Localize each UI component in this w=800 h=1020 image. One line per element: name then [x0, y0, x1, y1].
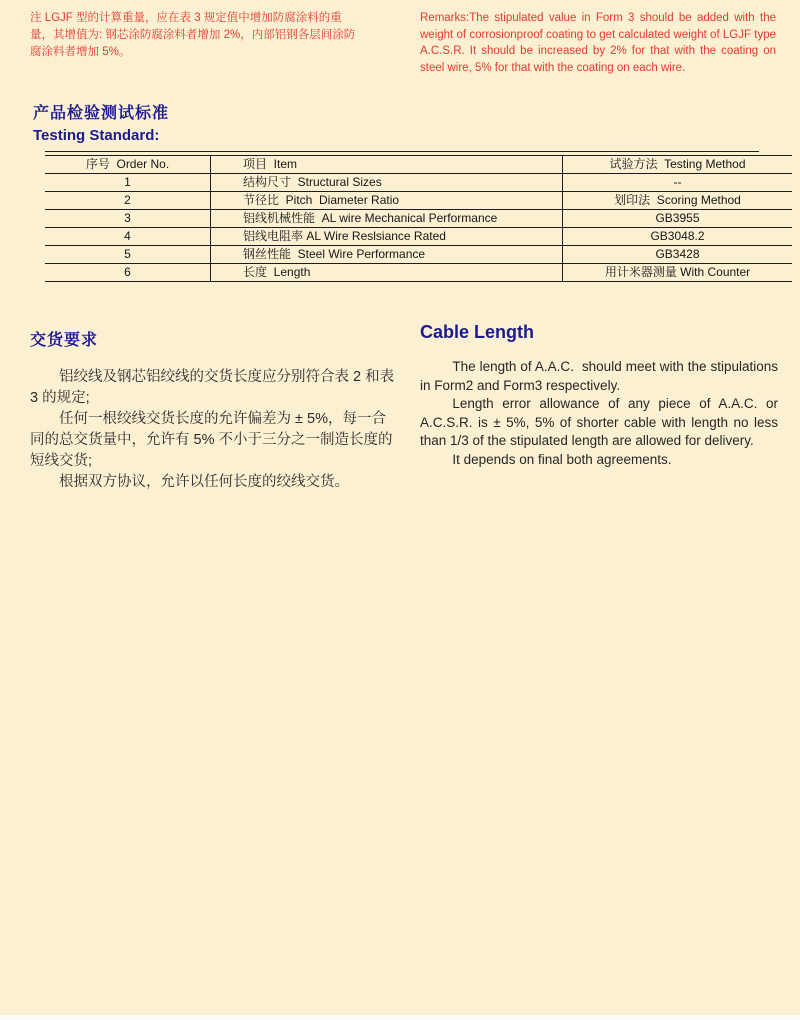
testing-standard-title-en: Testing Standard: — [33, 127, 160, 144]
cell-order-no: 4 — [45, 228, 211, 246]
cell-order-no: 1 — [45, 174, 211, 192]
remark-note-english: Remarks:The stipulated value in Form 3 should be added with the weight of corrosionproof coating to get calculated weight of LGJF type A.C.S.R. It should be increased by 2% for that with the coating on steel wire, 5% for that with the coating on each wire. — [420, 12, 776, 74]
table-row — [45, 174, 792, 192]
table-header-row — [45, 156, 792, 174]
cable-length-title: Cable Length — [420, 322, 535, 342]
table-row — [45, 228, 792, 246]
cell-order-no: 3 — [45, 210, 211, 228]
header-item: 项目 Item — [211, 156, 563, 174]
table-row — [45, 264, 792, 282]
cell-order-no: 5 — [45, 246, 211, 264]
header-testing-method: 试验方法 Testing Method — [563, 156, 793, 174]
delivery-paragraph: 铝绞线及钢芯铝绞线的交货长度应分别符合表 2 和表 3 的规定; — [30, 369, 395, 406]
cell-item: 铝线电阻率 AL Wire Reslsiance Rated — [211, 228, 563, 246]
cell-item: 节径比 Pitch Diameter Ratio — [211, 192, 563, 210]
cell-method: 划印法 Scoring Method — [563, 192, 793, 210]
testing-standard-table — [45, 151, 759, 282]
cell-item: 钢丝性能 Steel Wire Performance — [211, 246, 563, 264]
testing-standard-heading — [33, 100, 169, 144]
cell-order-no: 2 — [45, 192, 211, 210]
cell-item: 结构尺寸 Structural Sizes — [211, 174, 563, 192]
cell-method: -- — [563, 174, 793, 192]
delivery-requirements-section — [30, 327, 398, 493]
cell-item: 铝线机械性能 AL wire Mechanical Performance — [211, 210, 563, 228]
cell-method: GB3428 — [563, 246, 793, 264]
table-row — [45, 210, 792, 228]
delivery-paragraph: 任何一根绞线交货长度的允许偏差为 ± 5%，每一合同的总交货量中，允许有 5% 不小于三分之一制造长度的短线交货; — [30, 411, 393, 469]
cell-method: GB3048.2 — [563, 228, 793, 246]
cell-item: 长度 Length — [211, 264, 563, 282]
cell-order-no: 6 — [45, 264, 211, 282]
table-row — [45, 246, 792, 264]
cable-length-paragraph: The length of A.A.C. should meet with the stipulations in Form2 and Form3 respectively. — [420, 359, 778, 393]
page-bottom-edge — [0, 1015, 800, 1020]
cell-method: GB3955 — [563, 210, 793, 228]
header-order-no: 序号 Order No. — [45, 156, 211, 174]
cable-length-section — [420, 322, 778, 469]
cable-length-paragraph: Length error allowance of any piece of A.A.C. or A.C.S.R. is ± 5%, 5% of shorter cable with length no less than 1/3 of the stipulated length are allowed for delivery. — [420, 396, 778, 448]
remark-note-chinese: 注 LGJF 型的计算重量，应在表 3 规定值中增加防腐涂料的重量，其增值为: 钢芯涂防腐涂料者增加 2%，内部铝钢各层间涂防腐涂料者增加 5%。 — [30, 12, 356, 58]
table-row — [45, 192, 792, 210]
testing-standard-title-cn: 产品检验测试标准 — [33, 105, 170, 122]
delivery-requirements-title: 交货要求 — [30, 332, 99, 349]
cell-method: 用计米器测量 With Counter — [563, 264, 793, 282]
delivery-paragraph: 根据双方协议，允许以任何长度的绞线交货。 — [59, 474, 349, 490]
cable-length-paragraph: It depends on final both agreements. — [452, 451, 672, 467]
